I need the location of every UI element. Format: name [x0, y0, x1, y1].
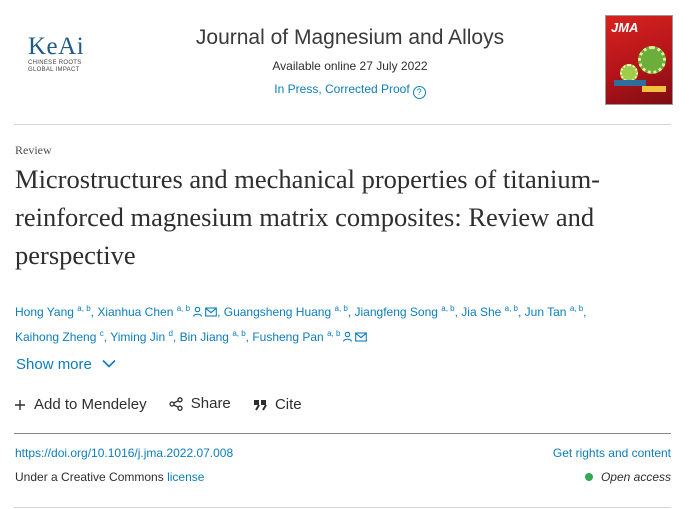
available-online: Available online 27 July 2022: [272, 59, 428, 73]
person-icon: [342, 331, 353, 342]
author-link[interactable]: Hong Yang $^{a, b}$: [15, 304, 91, 319]
article-type: Review: [15, 143, 52, 157]
author-link[interactable]: Jia She $^{a, b}$: [461, 304, 518, 319]
share-label: Share: [190, 395, 231, 412]
help-icon[interactable]: ?: [413, 86, 426, 99]
show-more-label: Show more: [16, 356, 92, 373]
email-icon: [205, 307, 217, 317]
keai-logo[interactable]: [28, 34, 92, 74]
show-more-button[interactable]: [16, 356, 116, 373]
cover-strip-2: [642, 86, 666, 92]
license-link[interactable]: license: [167, 470, 205, 484]
logo-tagline-1: CHINESE ROOTS: [28, 60, 82, 66]
in-press-status[interactable]: [130, 82, 570, 99]
author-link[interactable]: Jun Tan $^{a, b}$: [524, 304, 584, 319]
open-access-dot-icon: [585, 473, 593, 481]
author-link[interactable]: Bin Jiang $^{a, b}$: [179, 329, 246, 344]
author-link[interactable]: Kaihong Zheng $^c$: [15, 329, 104, 344]
share-icon: [169, 397, 183, 411]
quote-icon: [253, 399, 267, 411]
author-link[interactable]: Yiming Jin $^d$: [110, 329, 173, 344]
author-link[interactable]: Xianhua Chen $^{a, b}$: [97, 305, 217, 319]
author-link[interactable]: Jiangfeng Song $^{a, b}$: [354, 304, 455, 319]
mendeley-label: Add to Mendeley: [34, 396, 147, 413]
article-toolbar: [14, 395, 320, 415]
footer-divider: [14, 433, 671, 434]
cover-title: JMA: [611, 20, 639, 35]
cover-gear-graphic: [638, 46, 666, 74]
open-access-badge: [585, 470, 671, 484]
open-access-label: Open access: [600, 470, 671, 484]
logo-name: KeAi: [28, 33, 85, 60]
in-press-label[interactable]: In Press, Corrected Proof: [274, 82, 410, 96]
cite-label: Cite: [274, 396, 302, 413]
license-line: [15, 470, 204, 484]
bottom-divider: [14, 507, 671, 508]
author-link[interactable]: Fusheng Pan $^{a, b}$: [252, 330, 367, 344]
author-link[interactable]: Guangsheng Huang $^{a, b}$: [223, 304, 348, 319]
chevron-down-icon: [102, 359, 116, 368]
share-button[interactable]: [169, 395, 231, 412]
cite-button[interactable]: [253, 396, 302, 413]
person-icon: [192, 306, 203, 317]
journal-cover-image[interactable]: [605, 15, 673, 105]
journal-title[interactable]: Journal of Magnesium and Alloys: [195, 26, 505, 49]
author-list: Hong Yang $^{a, b}$, Xianhua Chen $^{a, b}$ , Guangsheng Huang $^{a, b}$, Jiangfeng Song $^{a, b}$, Jia She $^{a, b}$, Jun Tan $^{a, b}$, Kaihong Zheng $^c$, Yiming Jin $^d$, Bin Jiang $^{a, b}$, Fusheng Pan $^{a, b}$: [15, 304, 587, 344]
license-prefix: Under a Creative Commons: [15, 470, 164, 484]
logo-tagline-2: GLOBAL IMPACT: [28, 67, 80, 73]
article-title: Microstructures and mechanical properties of titanium-reinforced magnesium matrix composites: Review and perspective: [15, 164, 601, 270]
header-divider: [14, 124, 671, 125]
email-icon: [355, 332, 367, 342]
rights-link[interactable]: Get rights and content: [552, 446, 671, 460]
doi-link[interactable]: https://doi.org/10.1016/j.jma.2022.07.008: [15, 446, 234, 460]
add-to-mendeley-button[interactable]: [14, 396, 147, 413]
plus-icon: [14, 399, 26, 411]
